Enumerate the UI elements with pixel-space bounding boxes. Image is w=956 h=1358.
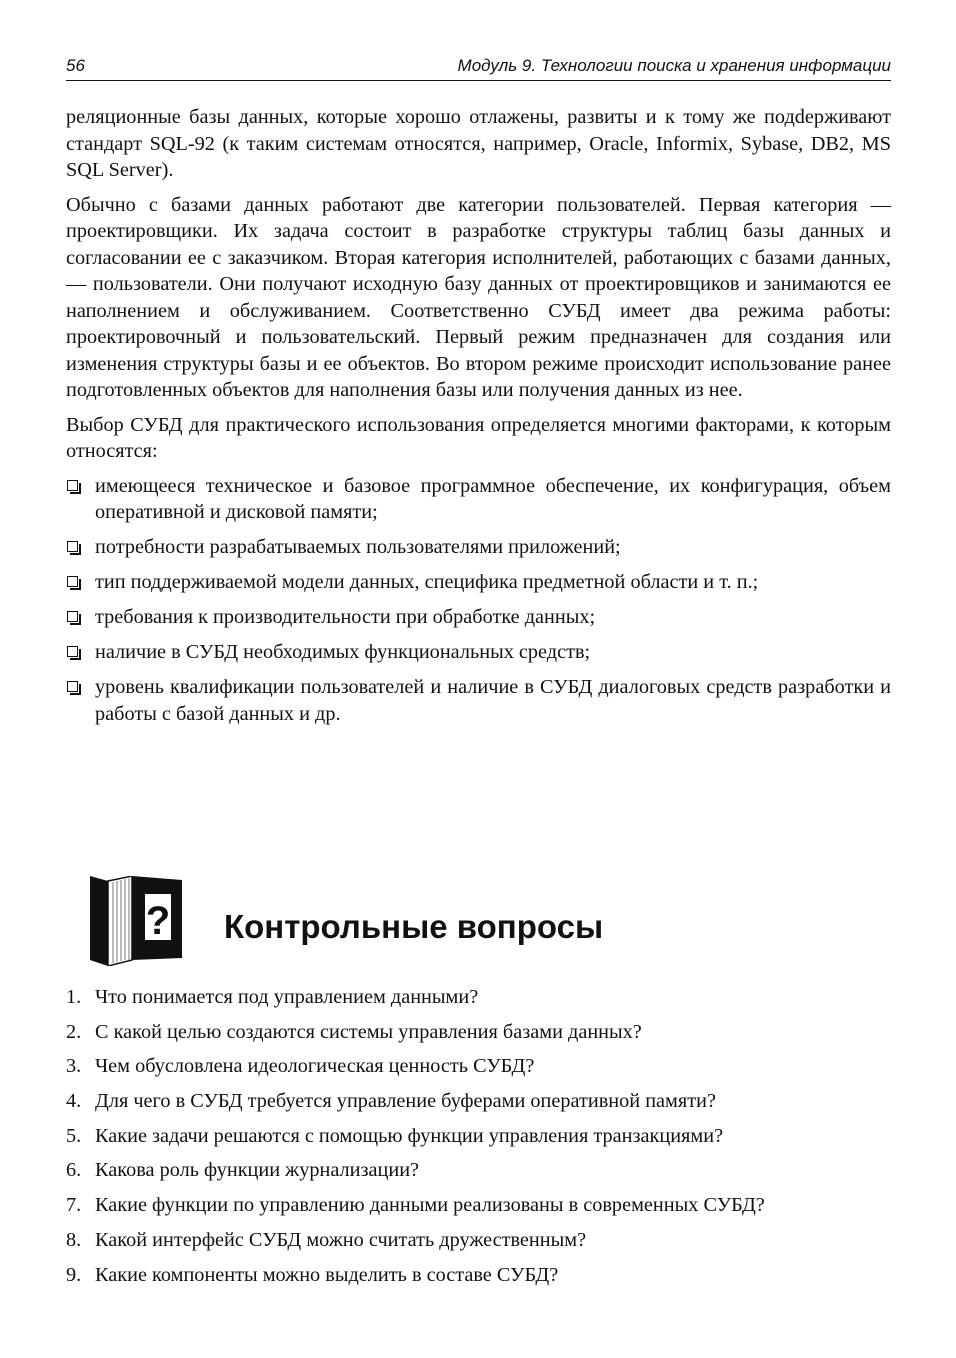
question-number: 9. bbox=[66, 1263, 82, 1286]
checkbox-bullet-icon bbox=[67, 611, 78, 622]
question-item bbox=[66, 1053, 891, 1080]
question-number: 3. bbox=[66, 1055, 82, 1078]
question-text: Какие компоненты можно выделить в составе СУБД? bbox=[95, 1263, 559, 1286]
list-item-text: потребности разрабатываемых пользователями приложений; bbox=[95, 536, 621, 558]
book-question-icon bbox=[88, 876, 184, 966]
list-item-text: тип поддерживаемой модели данных, специфика предметной области и т. п.; bbox=[95, 571, 759, 593]
question-number: 2. bbox=[66, 1020, 82, 1043]
question-item bbox=[66, 984, 891, 1011]
list-item bbox=[66, 674, 891, 727]
list-item bbox=[66, 639, 891, 666]
question-number: 5. bbox=[66, 1124, 82, 1147]
svg-text:?: ? bbox=[145, 899, 171, 943]
question-number: 4. bbox=[66, 1090, 82, 1113]
question-number: 7. bbox=[66, 1194, 82, 1217]
list-item-text: требования к производительности при обработке данных; bbox=[95, 606, 596, 628]
checkbox-bullet-icon bbox=[67, 646, 78, 657]
question-text: С какой целью создаются системы управления базами данных? bbox=[95, 1020, 642, 1043]
checkbox-bullet-icon bbox=[67, 576, 78, 587]
question-number: 1. bbox=[66, 986, 82, 1008]
section-title: Контрольные вопросы bbox=[224, 908, 604, 945]
running-header bbox=[66, 56, 891, 81]
question-text: Какие задачи решаются с помощью функции управления транзакциями? bbox=[95, 1124, 724, 1147]
list-item-text: наличие в СУБД необходимых функциональных средств; bbox=[95, 641, 591, 663]
question-item bbox=[66, 1123, 891, 1150]
question-item bbox=[66, 1088, 891, 1115]
paragraph: Выбор СУБД для практического использования определяется многими факторами, к которым относятся: bbox=[66, 413, 891, 462]
factor-list bbox=[66, 473, 891, 728]
question-text: Какой интерфейс СУБД можно считать дружественным? bbox=[95, 1228, 587, 1251]
page-number: 56 bbox=[66, 56, 85, 75]
paragraph: Обычно с базами данных работают две категории пользователей. Первая категория — проектировщики. Их задача состоит в разработке структуры таблиц базы данных и согласовании ее с заказчиком. Вторая категория исполнителей, работающих с базами данных, — пользователи. Они получают исходную базу данных от проектировщиков и занимаются ее наполнением и обслуживанием. Соответственно СУБД имеет два режима работы: проектировочный и пользовательский. Первый режим предназначен для создания или изменения структуры базы и ее объектов. Во втором режиме происходит использование ранее подготовленных объектов для наполнения базы или получения данных из нее. bbox=[66, 193, 891, 401]
question-item bbox=[66, 1019, 891, 1046]
question-text: Какова роль функции журнализации? bbox=[95, 1159, 420, 1182]
list-item-text: уровень квалификации пользователей и наличие в СУБД диалоговых средств разработки и работы с базой данных и др. bbox=[95, 676, 891, 725]
question-number: 6. bbox=[66, 1159, 82, 1182]
checkbox-bullet-icon bbox=[67, 480, 78, 491]
question-item bbox=[66, 1157, 891, 1184]
list-item bbox=[66, 534, 891, 561]
body-text bbox=[66, 104, 891, 736]
list-item bbox=[66, 604, 891, 631]
question-number: 8. bbox=[66, 1228, 82, 1251]
question-text: Чем обусловлена идеологическая ценность СУБД? bbox=[95, 1055, 535, 1078]
list-item bbox=[66, 473, 891, 526]
question-text: Для чего в СУБД требуется управление буферами оперативной памяти? bbox=[95, 1090, 716, 1113]
question-item bbox=[66, 1227, 891, 1254]
list-item-text: имеющееся техническое и базовое программное обеспечение, их конфигурация, объем оперативной и дисковой памяти; bbox=[95, 474, 891, 523]
question-text: Что понимается под управлением данными? bbox=[95, 986, 479, 1008]
paragraph: реляционные базы данных, которые хорошо отлажены, развиты и к тому же подdерживают стандарт SQL-92 (к таким системам относятся, например, Oracle, Informix, Sybase, DB2, MS SQL Server). bbox=[66, 106, 891, 181]
checkbox-bullet-icon bbox=[67, 681, 78, 692]
question-text: Какие функции по управлению данными реализованы в современных СУБД? bbox=[95, 1194, 765, 1217]
checkbox-bullet-icon bbox=[67, 541, 78, 552]
chapter-title: Модуль 9. Технологии поиска и хранения информации bbox=[457, 56, 891, 75]
questions-list bbox=[66, 984, 891, 1296]
question-item bbox=[66, 1192, 891, 1219]
list-item bbox=[66, 569, 891, 596]
question-item bbox=[66, 1262, 891, 1289]
